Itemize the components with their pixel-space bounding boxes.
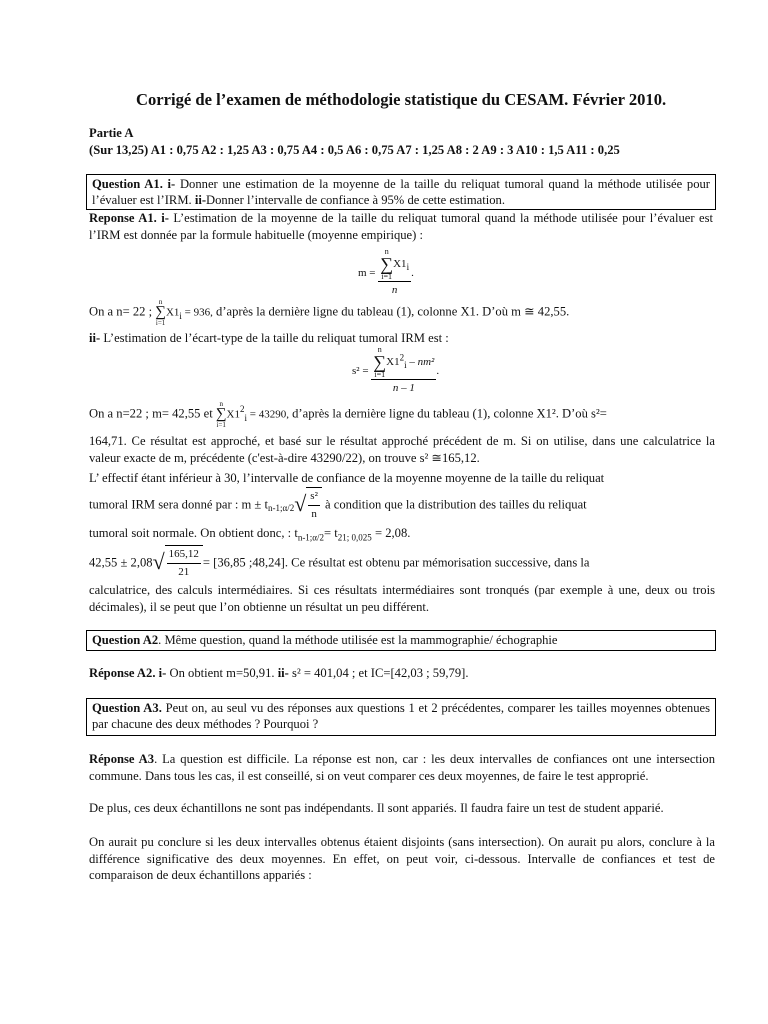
para-variance-result: 164,71. Ce résultat est approché, et basé sur le résultat approché précédent de m. Si on utilise, dans une calculatrice la valeur exacte de m, précédente (c'est-à-dire 43290/22), on trouve s² ≅165,12.: [89, 434, 715, 465]
para-ic-formula: tumoral IRM sera donné par : $m \pm t_{n-1;\alpha/2}√$ $\frac{\text{s²}}{n}$ à condition que la distribution des tailles du reliquat: [89, 487, 719, 522]
reponse-a3-conclusion: On aurait pu conclure si les deux intervalles obtenus étaient disjoints (sans intersection). On aurait pu alors, conclure à la différence significative des deux moyennes. En effet, on peut voir, ci-dessous. Intervalle de confiances et test de comparaison de deux échantillons appariés :: [89, 835, 715, 883]
question-a1-ii-label: ii-: [194, 193, 207, 207]
partie-a-header: [89, 125, 719, 158]
question-a2-text: . Même question, quand la méthode utilisée est la mammographie/ échographie: [158, 633, 558, 647]
reponse-a1-intro: [89, 210, 713, 243]
formula-mean: m = n ∑ $i=1X1_i$ n .: [358, 248, 478, 299]
para-t-value: tumoral soit normale. On obtient donc, : $t_{n-1;\alpha/2}= t_{21; 0,025} = 2,08$.: [89, 526, 411, 543]
sqrt-icon: √ $\frac{165,12}{21}$: [153, 545, 203, 580]
reponse-a2: Réponse A2. i- On obtient m=50,91. ii- s² = 401,04 ; et IC=[42,03 ; 59,79].: [89, 666, 469, 680]
question-a2-label: Question A2: [92, 633, 159, 647]
question-a3-text: Peut on, au seul vu des réponses aux questions 1 et 2 précédentes, comparer les tailles moyennes obtenues par chacune des deux méthodes ? Pourquoi ?: [92, 701, 710, 731]
calc-interval: 42,55 ± 2,08√ $\frac{165,12}{21}$ = [36,85 ;48,24]. Ce résultat est obtenu par mémorisation successive, dans la: [89, 545, 719, 580]
partie-label: Partie A: [89, 126, 134, 140]
line-n22: On a n= 22 ; n ∑ $i=1X1_i = 936$, d’après la dernière ligne du tableau (1), colonne X1. D’où m ≅ 42,55.: [89, 298, 570, 327]
para-ic-intro: L’ effectif étant inférieur à 30, l’intervalle de confiance de la moyenne moyenne de la taille du reliquat: [89, 471, 605, 485]
page-title: Corrigé de l’examen de méthodologie statistique du CESAM. Février 2010.: [136, 90, 667, 109]
para-calculatrice: calculatrice, des calculs intermédiaires. Si ces résultats intermédiaires sont tronqués (par exemple à une, deux ou trois décimales), il se peut que l’on obtienne un résultat un peu différent.: [89, 583, 715, 614]
formula-variance: s² = n ∑ $i=1X1^2_i - nm^2$ n – 1 .: [352, 346, 482, 397]
sum-symbol-icon: n ∑ i=1: [215, 400, 227, 429]
question-a1-label: Question A1. i-: [92, 177, 176, 191]
question-a3-box: [86, 698, 716, 736]
question-a1-box: [86, 174, 716, 210]
question-a1-text: Donner une estimation de la moyenne de la taille du reliquat tumoral quand la méthode utilisée pour l’évaluer est l’IRM.: [92, 177, 710, 207]
reponse-a1-label: Reponse A1. i-: [89, 211, 169, 225]
line-n22-m: On a n=22 ; m= 42,55 et n ∑ $i=1X1^2_i = 43290$, d’après la dernière ligne du tableau (1), colonne X1². D’où s²=: [89, 400, 607, 429]
question-a1-ii-text: Donner l’intervalle de confiance à 95% de cette estimation.: [206, 193, 506, 207]
reponse-a3-apparies: De plus, ces deux échantillons ne sont pas indépendants. Il sont appariés. Il faudra faire un test de student apparié.: [89, 801, 664, 815]
question-a3-label: Question A3.: [92, 701, 162, 715]
sum-symbol-icon: n ∑ i=1: [380, 247, 394, 281]
question-a2-box: [86, 630, 716, 651]
sum-symbol-icon: n ∑ i=1: [155, 298, 166, 327]
formula-mean-lhs: m =: [358, 267, 376, 279]
reponse-a1-text: L’estimation de la moyenne de la taille du reliquat tumoral quand la méthode utilisée pour l’évaluer est l’IRM est donnée par la formule habituelle (moyenne empirique) :: [89, 211, 713, 242]
formula-mean-fraction: n ∑ $i=1X1_i$ n: [380, 247, 410, 296]
ii-ecart-type: ii- L’estimation de l’écart-type de la taille du reliquat tumoral IRM est :: [89, 331, 449, 345]
sqrt-icon: √ $\frac{\text{s²}}{n}$: [294, 487, 322, 522]
bareme-line: (Sur 13,25) A1 : 0,75 A2 : 1,25 A3 : 0,75 A4 : 0,5 A6 : 0,75 A7 : 1,25 A8 : 2 A9 : 3 A10 : 1,5 A11 : 0,25: [89, 142, 620, 157]
reponse-a3: Réponse A3. La question est difficile. La réponse est non, car : les deux intervalles de confiances ont une intersection commune. Dans tous les cas, il est conseillé, si on veut comparer ces deux moyennes, de faire le test approprié.: [89, 752, 716, 783]
sum-symbol-icon: n ∑ i=1: [373, 345, 387, 379]
formula-variance-fraction: n ∑ $i=1X1^2_i - nm^2$ n – 1: [373, 345, 435, 394]
